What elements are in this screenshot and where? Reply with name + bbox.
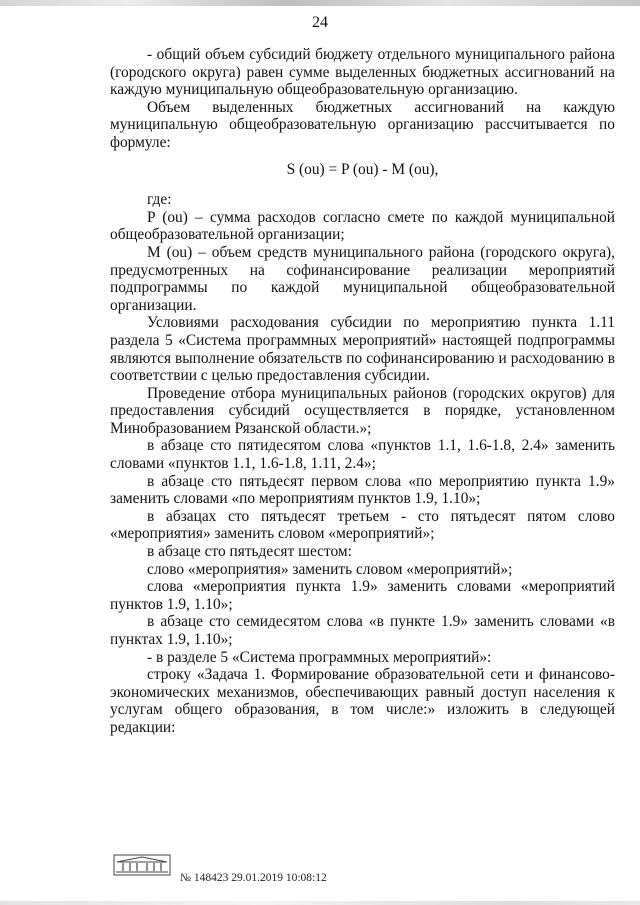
paragraph: строку «Задача 1. Формирование образовательной сети и финансово-экономических механизмов, обеспечивающих равный доступ населения к услугам общего образования, в том числе:» изложить в следующей редакции: bbox=[110, 666, 615, 736]
paragraph: Условиями расходования субсидии по мероприятию пункта 1.11 раздела 5 «Система программных мероприятий» настоящей подпрограммы являются выполнение обязательств по софинансированию и расходованию в соответствии с целью предоставления субсидии. bbox=[110, 314, 615, 385]
paragraph: P (ou) – сумма расходов согласно смете по каждой муниципальной общеобразовательной организации; bbox=[110, 208, 615, 244]
scan-top-edge bbox=[0, 0, 640, 6]
formula: S (ou) = P (ou) - M (ou), bbox=[286, 160, 439, 178]
building-emblem-icon bbox=[113, 854, 171, 876]
paragraph: где: bbox=[147, 191, 172, 209]
document-registration-number: № 148423 29.01.2019 10:08:12 bbox=[180, 872, 327, 884]
paragraph: Объем выделенных бюджетных ассигнований на каждую муниципальную общеобразовательную организацию рассчитывается по формуле: bbox=[110, 98, 615, 151]
paragraph: в абзаце сто семидесятом слова «в пункте 1.9» заменить словами «в пунктах 1.9, 1.10»; bbox=[110, 613, 615, 648]
paragraph: слова «мероприятия пункта 1.9» заменить словами «мероприятий пунктов 1.9, 1.10»; bbox=[110, 578, 615, 613]
scan-bottom-edge bbox=[0, 901, 640, 905]
paragraph: в абзаце сто пятьдесят шестом: bbox=[147, 543, 352, 561]
paragraph: в абзацах сто пятьдесят третьем - сто пятьдесят пятом слово «мероприятия» заменить словом «мероприятий»; bbox=[110, 507, 615, 543]
paragraph: в абзаце сто пятидесятом слова «пунктов 1.1, 1.6-1.8, 2.4» заменить словами «пунктов 1.1, 1.6-1.8, 1.11, 2.4»; bbox=[110, 437, 615, 473]
paragraph: - общий объем субсидий бюджету отдельного муниципального района (городского округа) равен сумме выделенных бюджетных ассигнований на каждую муниципальную общеобразовательную организацию. bbox=[110, 46, 615, 99]
paragraph: слово «мероприятия» заменить словом «мероприятий»; bbox=[147, 560, 513, 578]
document-body bbox=[110, 46, 615, 737]
paragraph: в абзаце сто пятьдесят первом слова «по мероприятию пункта 1.9» заменить словами «по мероприятиям пунктов 1.9, 1.10»; bbox=[110, 472, 615, 508]
paragraph: - в разделе 5 «Система программных мероприятий»: bbox=[147, 648, 492, 666]
paragraph: M (ou) – объем средств муниципального района (городского округа), предусмотренных на софинансирование реализации мероприятий подпрограммы по каждой муниципальной общеобразовательной организации. bbox=[110, 243, 615, 314]
paragraph: Проведение отбора муниципальных районов (городских округов) для предоставления субсидий осуществляется в порядке, установленном Минобразованием Рязанской области.»; bbox=[110, 384, 615, 437]
page-number: 24 bbox=[312, 14, 328, 31]
